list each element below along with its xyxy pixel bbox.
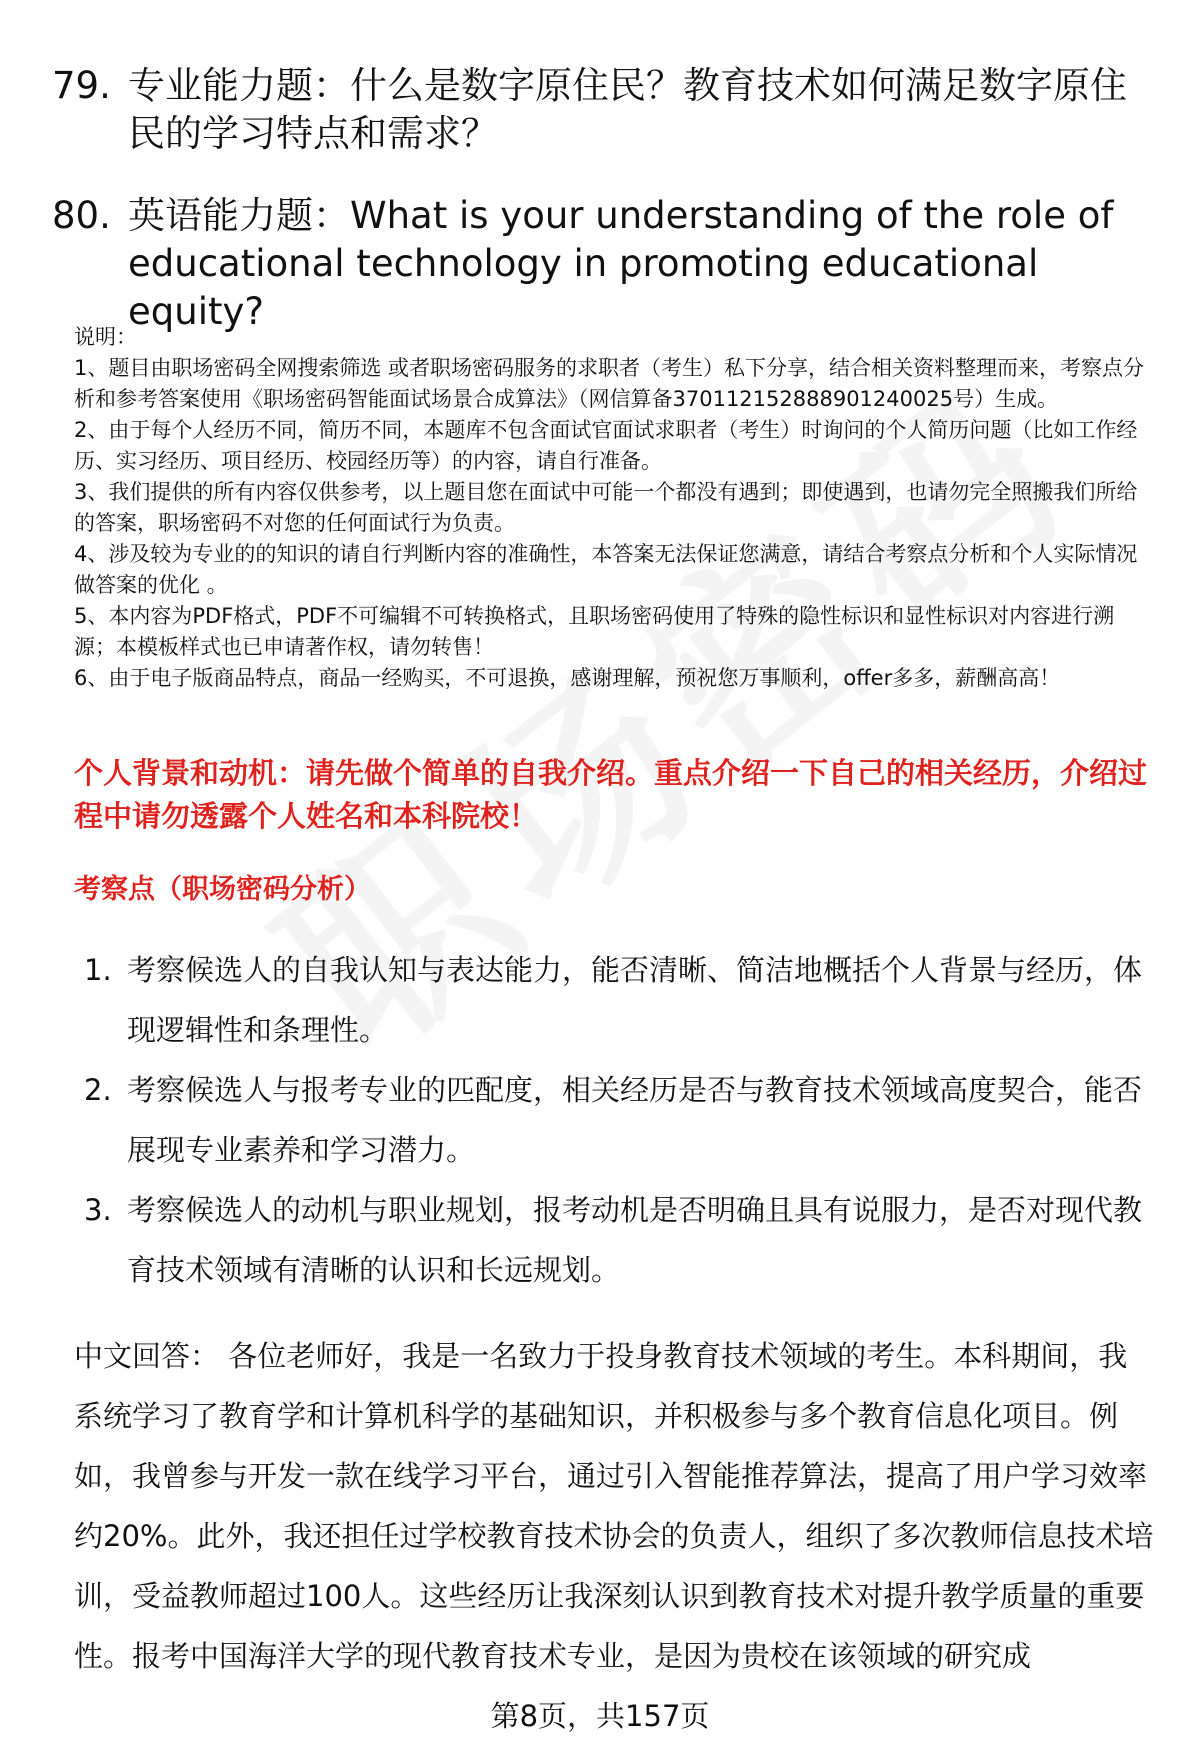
disclaimer-notes bbox=[74, 322, 1154, 694]
answer-text: 各位老师好，我是一名致力于投身教育技术领域的考生。本科期间，我系统学习了教育学和计算机科学的基础知识，并积极参与多个教育信息化项目。例如，我曾参与开发一款在线学习平台，通过引入智能推荐算法，提高了用户学习效率约20%。此外，我还担任过学校教育技术协会的负责人，组织了多次教师信息技术培训，受益教师超过100人。这些经历让我深刻认识到教育技术对提升教学质量的重要性。报考中国海洋大学的现代教育技术专业，是因为贵校在该领域的研究成 bbox=[74, 1339, 1154, 1673]
analysis-item-number: 3. bbox=[84, 1193, 112, 1227]
note-item: 1、题目由职场密码全网搜索筛选 或者职场密码服务的求职者（考生）私下分享，结合相关资料整理而来，考察点分析和参考答案使用《职场密码智能面试场景合成算法》（网信算备370112152888901240025号）生成。 bbox=[74, 356, 1145, 411]
section-title: 个人背景和动机：请先做个简单的自我介绍。重点介绍一下自己的相关经历，介绍过程中请勿透露个人姓名和本科院校！ bbox=[74, 756, 1148, 833]
answer-label: 中文回答： bbox=[74, 1339, 220, 1373]
question-number: 80. bbox=[52, 194, 111, 237]
analysis-item-number: 1. bbox=[84, 953, 112, 987]
analysis-item-text: 考察候选人的自我认知与表达能力，能否清晰、简洁地概括个人背景与经历，体现逻辑性和条理性。 bbox=[127, 953, 1143, 1047]
page-footer: 第8页，共157页 bbox=[490, 1699, 710, 1733]
note-item: 3、我们提供的所有内容仅供参考，以上题目您在面试中可能一个都没有遇到；即使遇到，也请勿完全照搬我们所给的答案，职场密码不对您的任何面试行为负责。 bbox=[74, 480, 1138, 535]
analysis-item-text: 考察候选人的动机与职业规划，报考动机是否明确且具有说服力，是否对现代教育技术领域有清晰的认识和长远规划。 bbox=[127, 1193, 1143, 1287]
note-item: 5、本内容为PDF格式，PDF不可编辑不可转换格式，且职场密码使用了特殊的隐性标识和显性标识对内容进行溯源；本模板样式也已申请著作权，请勿转售！ bbox=[74, 604, 1115, 659]
analysis-item bbox=[74, 1180, 1154, 1300]
question-text: 英语能力题：What is your understanding of the role of educational technology in promoting educational equity? bbox=[128, 194, 1114, 333]
question-79 bbox=[52, 62, 1162, 158]
question-text: 专业能力题：什么是数字原住民？教育技术如何满足数字原住民的学习特点和需求？ bbox=[128, 64, 1127, 155]
question-80 bbox=[52, 192, 1162, 336]
analysis-item-text: 考察候选人与报考专业的匹配度，相关经历是否与教育技术领域高度契合，能否展现专业素养和学习潜力。 bbox=[127, 1073, 1143, 1167]
analysis-item-number: 2. bbox=[84, 1073, 112, 1107]
analysis-item bbox=[74, 1060, 1154, 1180]
note-item: 4、涉及较为专业的的知识的请自行判断内容的准确性，本答案无法保证您满意，请结合考察点分析和个人实际情况做答案的优化 。 bbox=[74, 542, 1138, 597]
analysis-title: 考察点（职场密码分析） bbox=[74, 874, 371, 905]
note-item: 2、由于每个人经历不同，简历不同，本题库不包含面试官面试求职者（考生）时询问的个人简历问题（比如工作经历、实习经历、项目经历、校园经历等）的内容，请自行准备。 bbox=[74, 418, 1138, 473]
notes-heading: 说明： bbox=[74, 325, 137, 349]
question-number: 79. bbox=[52, 64, 111, 107]
analysis-item bbox=[74, 940, 1154, 1060]
analysis-list bbox=[74, 940, 1154, 1300]
answer-paragraph bbox=[74, 1326, 1154, 1686]
note-item: 6、由于电子版商品特点，商品一经购买，不可退换，感谢理解，预祝您万事顺利，offer多多，薪酬高高！ bbox=[74, 666, 1061, 690]
